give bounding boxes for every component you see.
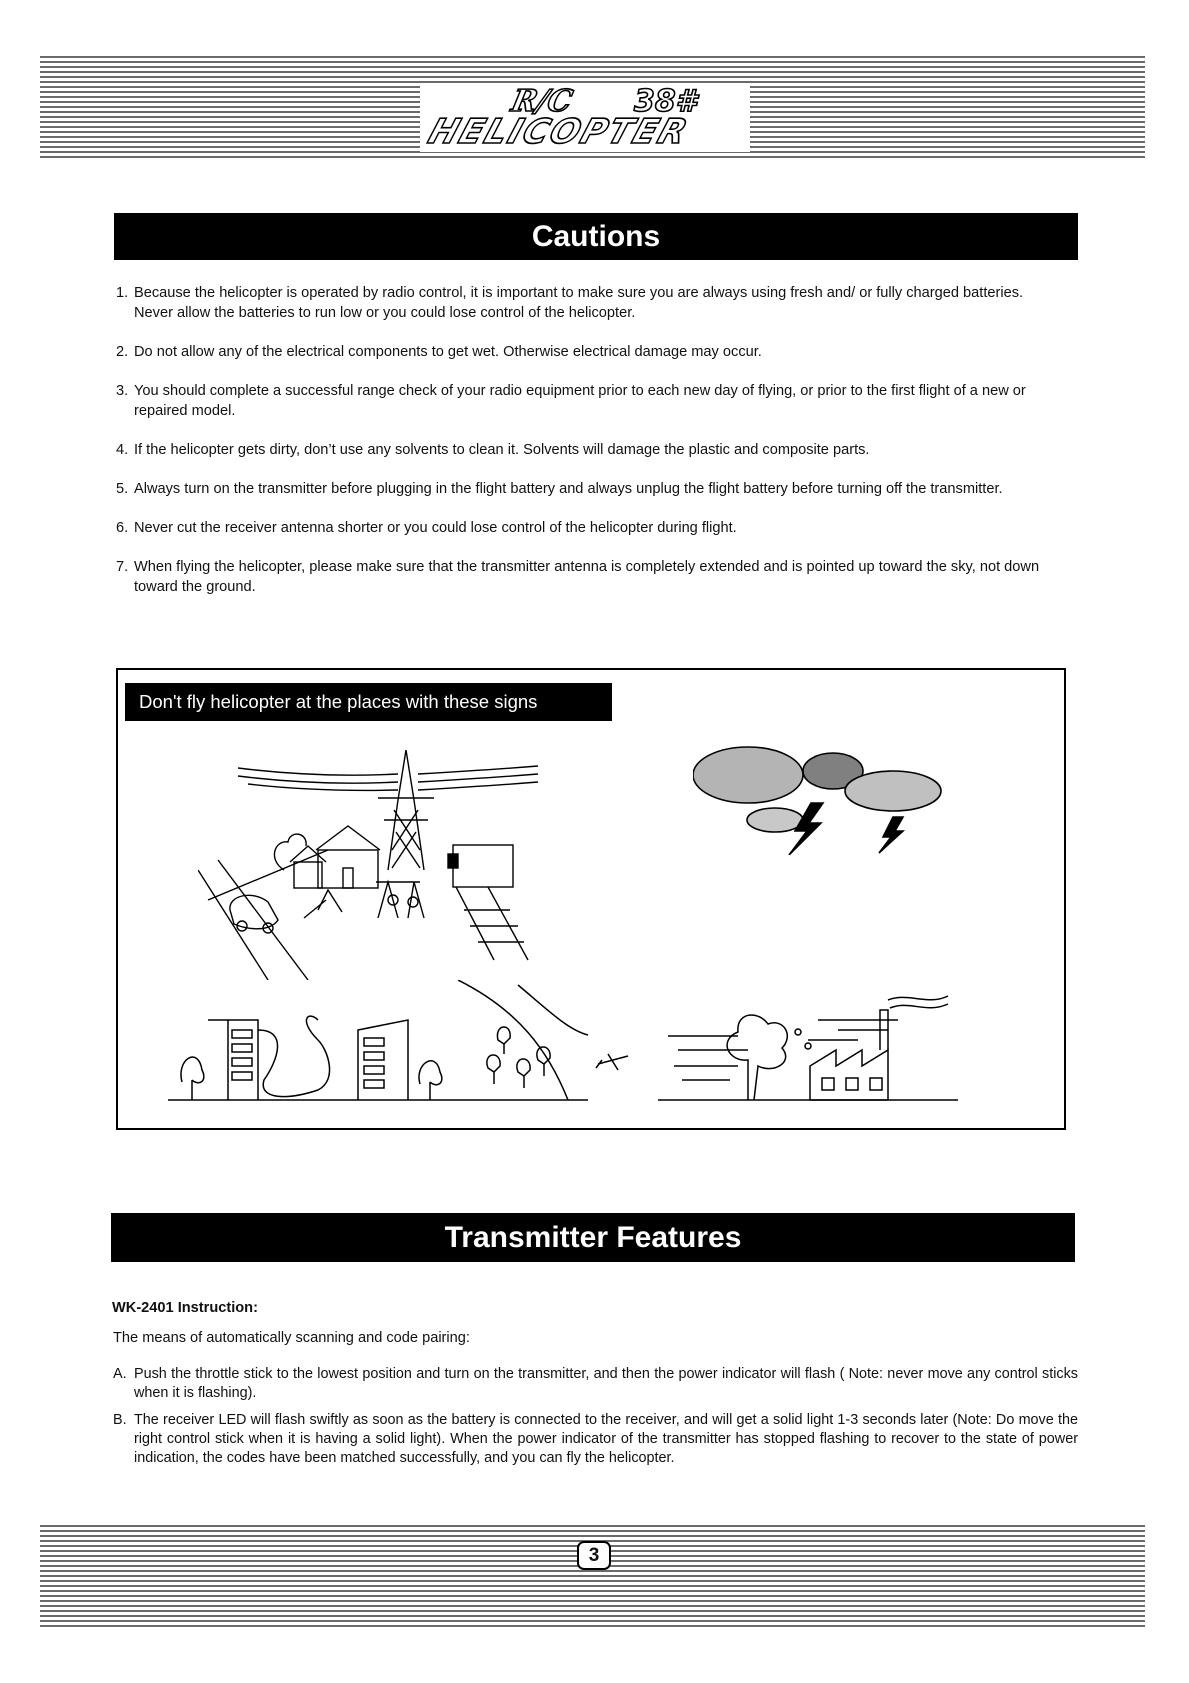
- caution-item: [114, 479, 1064, 499]
- wind-factory-illustration: [658, 970, 988, 1110]
- logo-rc-text: R/C: [508, 84, 576, 119]
- caution-text: Never cut the receiver antenna shorter or you could lose control of the helicopter during flight.: [134, 520, 737, 536]
- instruction-text: The receiver LED will flash swiftly as soon as the battery is connected to the receiver, and will get a solid light 1-3 seconds later (Note: Do move the right control stick when it is having a solid light). When the power indicator of the transmitter has stopped flashing to recover to the state of power indication, the codes have been matched successfully, and you can fly the helicopter.: [134, 1412, 1078, 1466]
- caution-number: 5.: [116, 481, 129, 497]
- caution-number: 2.: [116, 344, 129, 360]
- caution-number: 7.: [116, 559, 129, 575]
- caution-text: Because the helicopter is operated by radio control, it is important to make sure you are always using fresh and/ or fully charged batteries. Never allow the batteries to run low or you could lose control of the helicopter.: [134, 285, 1024, 321]
- caution-text: When flying the helicopter, please make sure that the transmitter antenna is completely extended and is pointed up toward the sky, not down toward the ground.: [134, 559, 1040, 595]
- pairing-intro-text: The means of automatically scanning and code pairing:: [113, 1330, 470, 1346]
- trees-airplane-illustration: [458, 980, 638, 1110]
- thunderstorm-illustration: [693, 745, 963, 855]
- caution-number: 3.: [116, 383, 129, 399]
- cautions-heading: Cautions: [114, 213, 1078, 260]
- cautions-list: [114, 283, 1064, 616]
- caution-item: [114, 518, 1064, 538]
- power-lines-playground-illustration: [198, 750, 578, 980]
- instruction-text: Push the throttle stick to the lowest position and turn on the transmitter, and then the power indicator will flash ( Note: never move any control sticks when it is flashing).: [134, 1366, 1078, 1401]
- caution-text: Always turn on the transmitter before plugging in the flight battery and always unplug the flight battery before turning off the transmitter.: [134, 481, 1003, 497]
- logo-helicopter-text: HELICOPTER: [423, 112, 694, 152]
- model-instruction-heading: WK-2401 Instruction:: [112, 1300, 258, 1316]
- caution-number: 4.: [116, 442, 129, 458]
- caution-item: [114, 440, 1064, 460]
- caution-number: 1.: [116, 285, 129, 301]
- caution-item: [114, 342, 1064, 362]
- rc-helicopter-logo: [420, 84, 750, 152]
- instruction-item: [113, 1411, 1078, 1468]
- caution-number: 6.: [116, 520, 129, 536]
- caution-text: You should complete a successful range check of your radio equipment prior to each new day of flying, or prior to the first flight of a new or repaired model.: [134, 383, 1026, 419]
- instruction-letter: B.: [113, 1412, 127, 1428]
- page-number: 3: [577, 1541, 611, 1570]
- caution-text: If the helicopter gets dirty, don’t use any solvents to clean it. Solvents will damage the plastic and composite parts.: [134, 442, 870, 458]
- instruction-item: [113, 1365, 1078, 1403]
- caution-item: [114, 381, 1064, 421]
- caution-text: Do not allow any of the electrical components to get wet. Otherwise electrical damage may occur.: [134, 344, 762, 360]
- no-fly-zones-title: Don't fly helicopter at the places with these signs: [125, 683, 612, 721]
- no-fly-zones-box: [116, 668, 1066, 1130]
- caution-item: [114, 557, 1064, 597]
- logo-model-number: 38#: [634, 84, 697, 119]
- transmitter-features-heading: Transmitter Features: [111, 1213, 1075, 1262]
- instruction-letter: A.: [113, 1366, 127, 1382]
- caution-item: [114, 283, 1064, 323]
